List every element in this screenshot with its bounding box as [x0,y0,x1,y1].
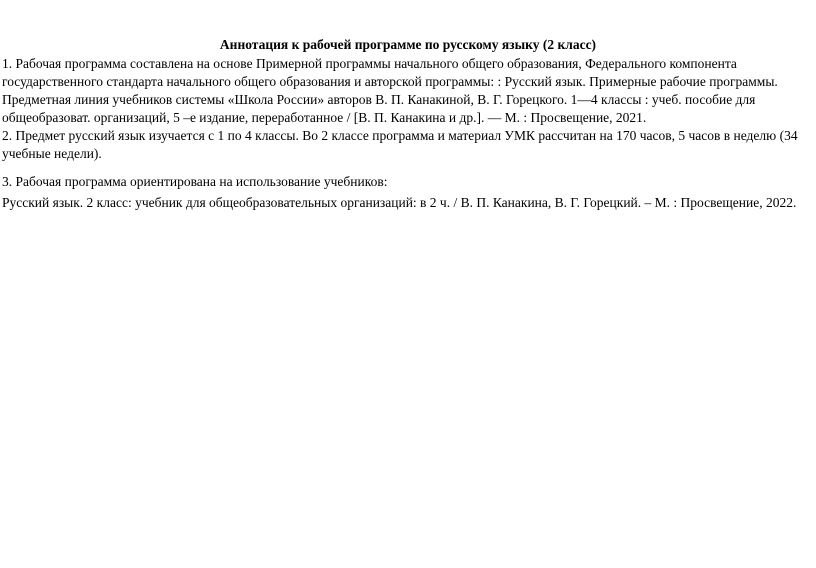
paragraph-textbooks-intro: 3. Рабочая программа ориентирована на использование учебников: [2,174,388,189]
paragraph-subject-hours: 2. Предмет русский язык изучается с 1 по 4 классы. Во 2 классе программа и материал УМК рассчитан на 170 часов, 5 часов в неделю (34 учебные недели). [2,128,798,161]
paragraph-textbook-reference: Русский язык. 2 класс: учебник для общеобразовательных организаций: в 2 ч. / В. П. Канакина, В. Г. Горецкий. – М. : Просвещение, 2022. [2,195,797,210]
document-title: Аннотация к рабочей программе по русскому языку (2 класс) [219,37,597,52]
paragraph-program-basis: 1. Рабочая программа составлена на основе Примерной программы начального общего образования, Федерального компонента государственного стандарта начального общего образования и авторской программы: : Русский язык. Примерные рабочие программы. Предметная линия учебников системы «Школа России» авторов В. П. Канакиной, В. Г. Горецкого. 1—4 классы : учеб. пособие для общеобразоват. организаций, 5 –е издание, переработанное / [В. П. Канакина и др.]. — М. : Просвещение, 2021. [2,56,778,125]
